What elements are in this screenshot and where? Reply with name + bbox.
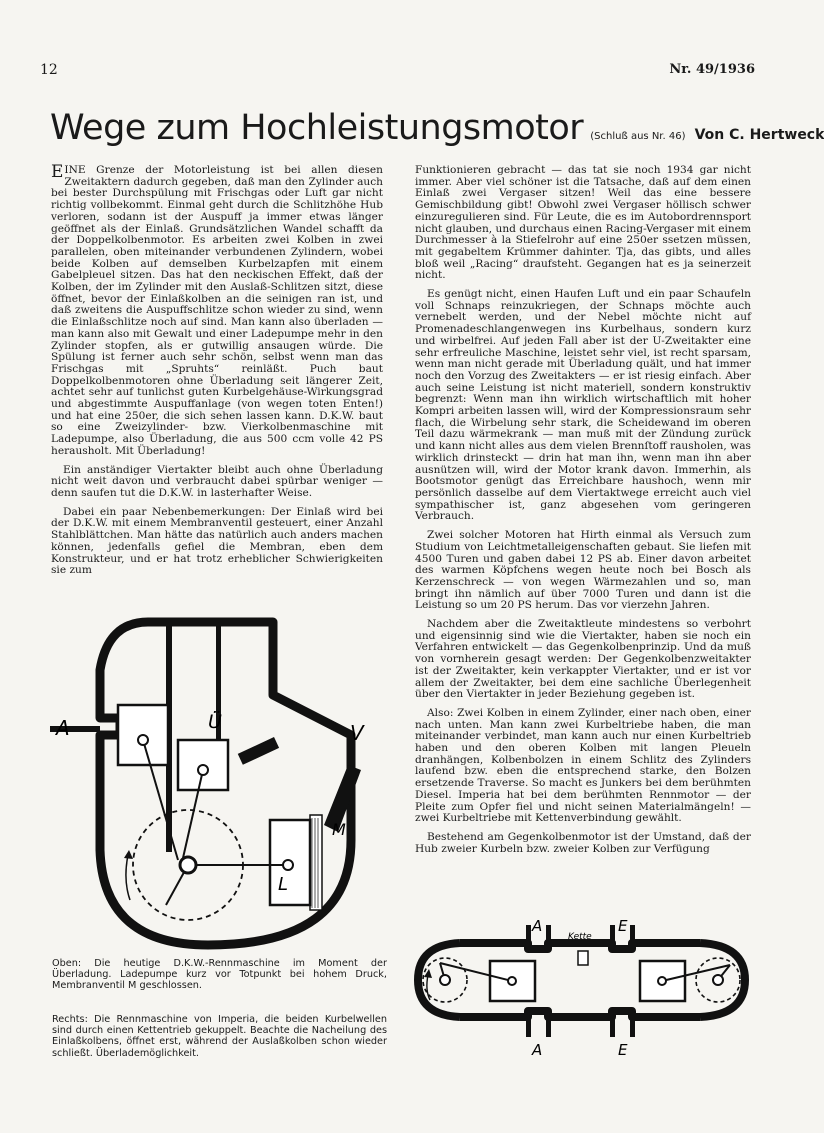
label-v: V bbox=[350, 721, 364, 745]
article-author: Von C. Hertweck bbox=[694, 127, 824, 143]
label-a-bottom: A bbox=[532, 1041, 543, 1059]
label-u: Ü bbox=[208, 711, 222, 733]
label-l: L bbox=[278, 874, 289, 895]
paragraph: Also: Zwei Kolben in einem Zylinder, einer nach oben, einer nach unten. Man kann zwei Kurbeltriebe haben, die man miteinander verbindet, man kann auch nur einen Kurbeltrieb haben und den oberen Kolben mit langen Pleueln dranhängen, Kolbenbolzen in einem Schlitz des Zylinders laufend bzw. eben die entsprechend starke, den Bolzen ersetzende Traverse. So macht es Junkers bei dem berühmten Diesel. Imperia hat bei dem berühmten Rennmotor — der Pleite zum Opfer fiel und nicht seinen Materialmängeln! — zwei Kurbeltriebe mit Kettenverbindung gewählt. bbox=[415, 706, 751, 825]
paragraph: Ein anständiger Viertakter bleibt auch ohne Überladung nicht weit davon und verbraucht dabei spürbar weniger — denn saufen tut die D.K.W. in lasterhafter Weise. bbox=[51, 463, 383, 499]
article-title: Wege zum Hochleistungsmotor bbox=[50, 108, 584, 148]
paragraph: Bestehend am Gegenkolbenmotor ist der Umstand, daß der Hub zweier Kurbeln bzw. zweier Kolben zur Verfügung bbox=[415, 830, 751, 855]
rotation-arrow bbox=[126, 855, 130, 900]
left-column bbox=[51, 162, 383, 584]
dkw-engine-diagram bbox=[48, 600, 388, 955]
page-number: 12 bbox=[40, 62, 58, 78]
label-kette: Kette bbox=[568, 932, 592, 942]
right-column bbox=[415, 165, 751, 862]
paragraph: Es genügt nicht, einen Haufen Luft und ein paar Schaufeln voll Schnaps reinzukriegen, der Schnaps möchte auch vernebelt werden, und der Nebel möchte nicht auf Promenadeschlangenwegen ins Kurbelhaus, sondern kurz und wirbelfrei. Auf jeden Fall aber ist der U-Zweitakter eine sehr erfreuliche Maschine, leistet sehr viel, ist recht sparsam, wenn man nicht gerade mit Überladung quält, und hat immer noch den Vorzug des Zweitakters — er ist riesig einfach. Aber auch seine Leistung ist nicht materiell, sondern konstruktiv begrenzt: Wenn man ihn wirklich wirtschaftlich mit hoher Kompri arbeiten lassen will, wird der Kompressionsraum sehr flach, die Wirbelung sehr stark, die Scheidewand im oberen Teil dazu wärmekrank — man muß mit der Zündung zurück und kann nicht alles aus dem vielen Brennſtoff rausholen, was wirklich drinsteckt — drin hat man ihn, wenn man ihn aber ausnützen will, wird der Motor krank davon. Immerhin, als Bootsmotor genügt das Erreichbare haushoch, wenn mir persönlich dasselbe auf dem Viertaktwege erreicht auch viel sympathischer ist, ganz abgesehen vom geringeren Verbrauch. bbox=[415, 288, 751, 523]
label-e-top: E bbox=[618, 917, 628, 935]
paragraph: Zwei solcher Motoren hat Hirth einmal als Versuch zum Studium von Leichtmetalleigenschaften gebaut. Sie liefen mit 4500 Turen und gaben dabei 12 PS ab. Einer davon arbeitet des warmen Köpfchens wegen heute noch bei Bosch als Kerzenschreck — von wegen Wärmezahlen und so, man bringt ihn nämlich auf über 7000 Turen und dann ist die Leistung so um 20 PS herum. Das vor vierzehn Jahren. bbox=[415, 529, 751, 612]
continuation-note: (Schluß aus Nr. 46) bbox=[590, 131, 686, 142]
label-e-bottom: E bbox=[618, 1041, 628, 1059]
cylinder-lower-wall bbox=[460, 1011, 700, 1017]
label-a: A bbox=[56, 716, 70, 740]
paragraph: Funktionieren gebracht — das tat sie noch 1934 gar nicht immer. Aber viel schöner ist die Tatsache, daß auf dem einen Einlaß zwei Vergaser sitzen! Weil das eine bessere Gemischbildung gibt! Obwohl zwei Vergaser höllisch schwer einzuregulieren sind. Für Leute, die es im Autobordrennsport nicht glauben, und durchaus einen Racing-Vergaser mit einem Durchmesser à la Stiefelrohr auf eine 250er ssetzen müssen, mit gegabeltem Krümmer dahinter. Tja, das gibts, und alles bloß weil „Racing“ draufsteht. Gegangen hat es ja seinerzeit nicht. bbox=[415, 164, 751, 282]
paragraph: Dabei ein paar Nebenbemerkungen: Der Einlaß wird bei der D.K.W. mit einem Membranventil gesteuert, einer Anzahl Stahlblättchen. Man hätte das natürlich auch anders machen können, jedenfalls gefiel die Membran, eben dem Konstrukteur, und er hat trotz erheblicher Schwierigkeiten sie zum bbox=[51, 505, 383, 577]
issue-number: Nr. 49/1936 bbox=[669, 62, 755, 77]
cylinder-upper-wall bbox=[460, 943, 700, 949]
figure-caption-top: Oben: Die heutige D.K.W.-Rennmaschine im Moment der Überladung. Ladepumpe kurz vor Totpunkt bei hohem Druck, Membranventil M geschlossen. bbox=[52, 958, 387, 992]
figure-caption-bottom: Rechts: Die Rennmaschine von Imperia, die beiden Kurbelwellen sind durch einen Kettentrieb gekuppelt. Beachte die Nacheilung des Einlaßkolbens, öffnet erst, während der Auslaßkolben schon wieder schließt. Überlademöglichkeit. bbox=[52, 1014, 387, 1059]
label-m: M bbox=[332, 820, 346, 839]
imperia-engine-diagram bbox=[400, 915, 770, 1070]
initial-letter: E bbox=[51, 162, 64, 182]
paragraph: Nachdem aber die Zweitaktleute mindestens so verbohrt und eigensinnig sind wie die Viertakter, haben sie noch ein Verfahren entwickelt — das Gegenkolbenprinzip. Und da muß von vornherein gesagt werden: Der Gegenkolbenzweitakter ist der Zweitakter, kein verkappter Viertakter, und er ist vor allem der Zweitakter, bei dem eine sachliche Überlegenheit über den Viertakter in jeder Beziehung gegeben ist. bbox=[415, 618, 751, 701]
paragraph: EINE Grenze der Motorleistung ist bei allen diesen Zweitaktern dadurch gegeben, daß man den Zylinder auch bei bester Durchspülung mit Frischgas oder Luft gar nicht richtig vollbekommt. Einmal geht durch die Schlitzhöhe Hub verloren, sodann ist der Auspuff ja immer etwas länger geöffnet als der Einlaß. Grundsätzlichen Wandel schafft da der Doppelkolbenmotor. Es arbeiten zwei Kolben in zwei parallelen, oben miteinander verbundenen Zylindern, wobei beide Kolben auf demselben Kurbelzapfen mit einem Gabelpleuel sitzen. Das hat den neckischen Effekt, daß der Kolben, der im Zylinder mit den Auslaß-Schlitzen sitzt, diese öffnet, bevor der Einlaßkolben an die seinigen ran ist, und daß zweitens die Auspuffschlitze schon wieder zu sind, wenn die Einlaßschlitze noch auf sind. Man kann also überladen — man kann also mit Gewalt und einer Ladepumpe mehr in den Zylinder stopfen, als er gutwillig ansaugen würde. Die Spülung ist ferner auch sehr schön, selbst wenn man das Frischgas mit „Spruhts“ reinläßt. Puch baut Doppelkolbenmotoren ohne Überladung seit längerer Zeit, achtet sehr auf tunlichst guten Kurbelgehäuse-Wirkungsgrad und abgestimmte Auspuffanlage (von wegen toten Enten!) und hat eine 250er, die sich sehen lassen kann. D.K.W. baut so eine Zweizylinder- bzw. Vierkolbenmaschine mit Ladepumpe, also Überladung, die aus 500 ccm volle 42 PS herausholt. Mit Überladung! bbox=[51, 162, 383, 457]
exhaust-duct bbox=[238, 737, 279, 765]
spark-plug bbox=[578, 951, 588, 965]
label-a-top: A bbox=[532, 917, 543, 935]
article-headline bbox=[50, 108, 824, 148]
